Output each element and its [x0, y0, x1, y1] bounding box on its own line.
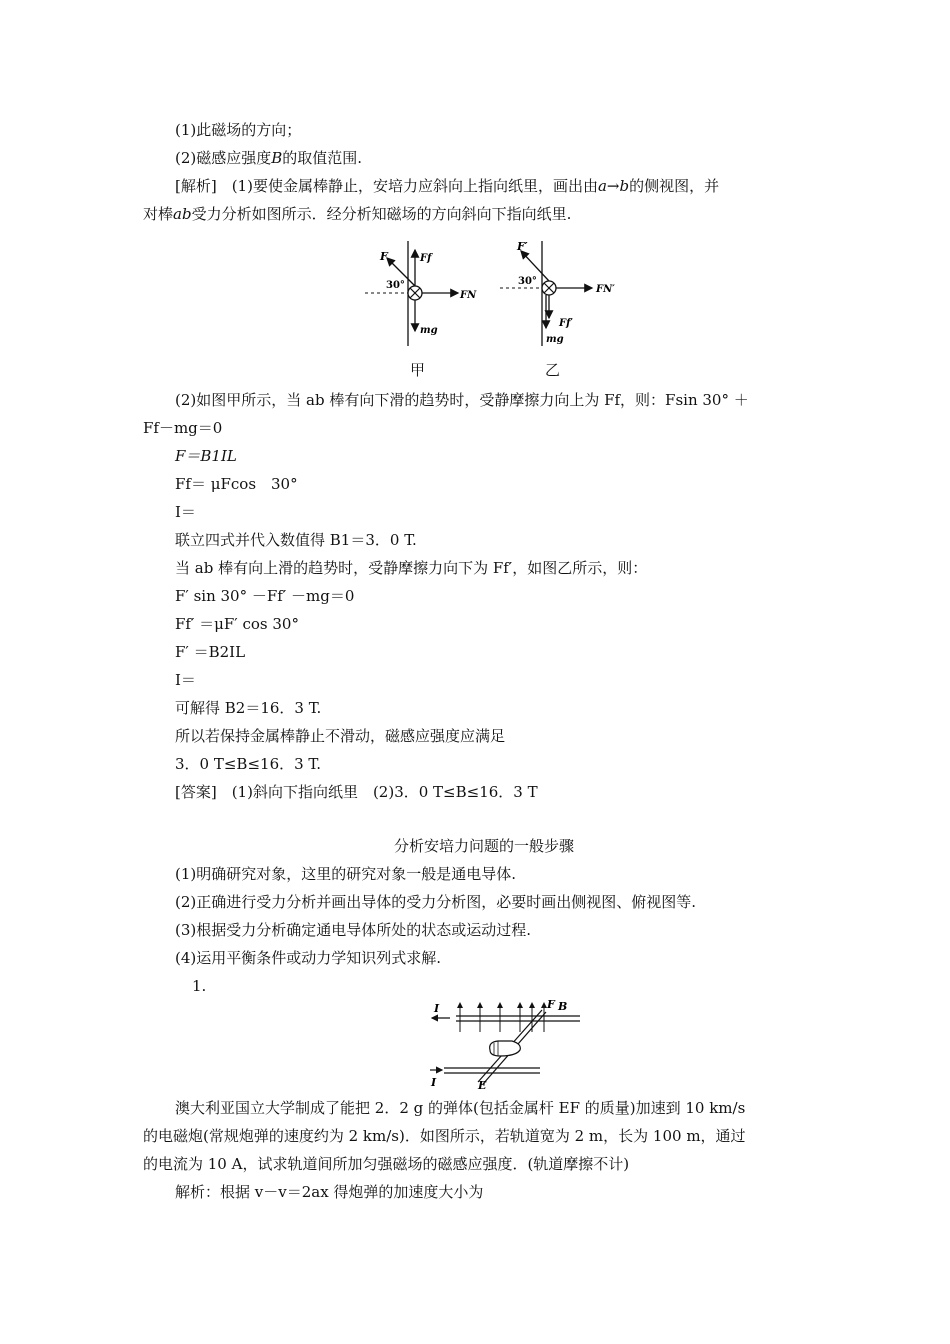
- result-2: 可解得 B2＝16．3 T.: [175, 699, 322, 717]
- label-I-bottom: I: [431, 1076, 437, 1089]
- solution-part3-line1: 当 ab 棒有向上滑的趋势时，受静摩擦力向下为 Ff′，如图乙所示，则：: [175, 559, 648, 577]
- label-E: E: [478, 1079, 487, 1090]
- label-mg: mg: [546, 334, 564, 345]
- exercise-text-2: 的电磁炮(常规炮弹的速度约为 2 km/s)．如图所示，若轨道宽为 2 m，长为 100 m，通过: [143, 1127, 746, 1145]
- label-Ff: Ff: [420, 253, 432, 264]
- question-2-text-b: 的取值范围.: [282, 149, 363, 167]
- solution-line-1-text-a: [解析] (1)要使金属棒静止，安培力应斜向上指向纸里，画出由: [175, 177, 598, 195]
- label-B: B: [558, 1000, 568, 1013]
- solution-part2-line1: (2)如图甲所示，当 ab 棒有向下滑的趋势时，受静摩擦力向上为 Ff，则：Fsin 30° ＋: [175, 391, 749, 409]
- solution-var-a: a: [597, 177, 607, 195]
- solution-line-1: [175, 176, 719, 196]
- equation-2: Ff＝ μFcos 30°: [175, 475, 298, 493]
- equation-7: I＝: [175, 671, 196, 689]
- exercise-number: 1.: [192, 977, 207, 995]
- solution-var-ab: ab: [173, 205, 192, 223]
- label-angle: 30°: [518, 276, 537, 287]
- equation-4: F′ sin 30° －Ff′ －mg＝0: [175, 587, 355, 605]
- equation-3: I＝: [175, 503, 196, 521]
- arrow-glyph: →: [606, 177, 620, 195]
- label-FN: FN: [460, 290, 477, 301]
- label-mg: mg: [420, 325, 438, 336]
- label-I-top: I: [434, 1002, 440, 1015]
- label-F-prime: F′: [517, 240, 528, 253]
- caption-left: 甲: [410, 361, 426, 379]
- label-FN-prime: FN′: [596, 284, 615, 295]
- diagram-right: [500, 240, 615, 346]
- label-F: F: [547, 998, 555, 1011]
- exercise-text-3: 的电流为 10 A，试求轨道间所加匀强磁场的磁感应强度．(轨道摩擦不计): [143, 1155, 630, 1173]
- method-step-2: (2)正确进行受力分析并画出导体的受力分析图，必要时画出侧视图、俯视图等.: [175, 893, 697, 911]
- label-Ff-prime: Ff′: [559, 318, 574, 329]
- solution-line-1-text-b: 的侧视图，并: [629, 177, 720, 195]
- question-2-text-a: (2)磁感应强度: [175, 149, 272, 167]
- force-diagrams: [360, 236, 630, 351]
- conclusion-2: 3．0 T≤B≤16．3 T.: [175, 755, 321, 773]
- equation-5: Ff′ ＝μF′ cos 30°: [175, 615, 299, 633]
- equation-1: F＝B1IL: [175, 447, 237, 465]
- solution-line-2-text-a: 对棒: [143, 205, 174, 223]
- diagram-left: [365, 241, 477, 346]
- question-2-var-b: B: [271, 149, 283, 167]
- question-2: [175, 148, 362, 168]
- equation-6: F′ ＝B2IL: [175, 643, 246, 661]
- conclusion-1: 所以若保持金属棒静止不滑动，磁感应强度应满足: [175, 727, 506, 745]
- solution-line-2-text-b: 受力分析如图所示．经分析知磁场的方向斜向下指向纸里.: [191, 205, 572, 223]
- railgun-figure: [428, 998, 588, 1090]
- exercise-analysis: 解析：根据 v－v＝2ax 得炮弹的加速度大小为: [175, 1183, 484, 1201]
- answer: [答案] (1)斜向下指向纸里 (2)3．0 T≤B≤16．3 T: [175, 783, 538, 801]
- label-angle: 30°: [386, 280, 405, 291]
- exercise-text-1: 澳大利亚国立大学制成了能把 2．2 g 的弹体(包括金属杆 EF 的质量)加速到 10 km/s: [175, 1099, 746, 1117]
- method-step-3: (3)根据受力分析确定通电导体所处的状态或运动过程.: [175, 921, 532, 939]
- method-title: 分析安培力问题的一般步骤: [394, 837, 575, 855]
- result-1: 联立四式并代入数值得 B1＝3．0 T.: [175, 531, 417, 549]
- caption-right: 乙: [545, 361, 561, 379]
- solution-part2-line2: Ff－mg＝0: [143, 419, 223, 437]
- question-1: (1)此磁场的方向；: [175, 121, 302, 139]
- method-step-4: (4)运用平衡条件或动力学知识列式求解.: [175, 949, 442, 967]
- method-step-1: (1)明确研究对象，这里的研究对象一般是通电导体.: [175, 865, 517, 883]
- solution-var-b: b: [619, 177, 630, 195]
- label-F: F: [380, 250, 388, 263]
- solution-line-2: [143, 204, 571, 224]
